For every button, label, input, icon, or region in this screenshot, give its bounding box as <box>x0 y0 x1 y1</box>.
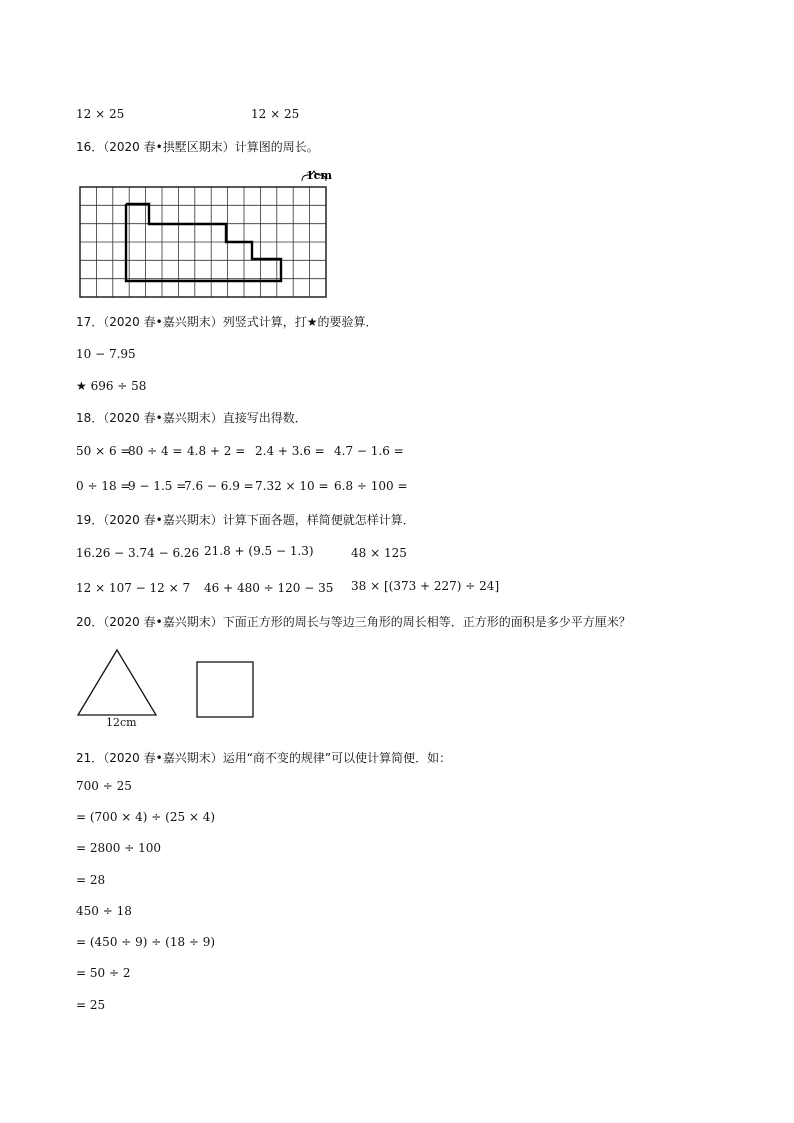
q18-row1-item: 2.4 + 3.6 = <box>255 444 325 458</box>
q18-row1-item: 4.7 − 1.6 = <box>334 444 404 458</box>
q21-line: = 50 ÷ 2 <box>76 966 131 980</box>
square <box>197 662 253 717</box>
q16-title: 16．（2020 春•拱墅区期末）计算图的周长。 <box>76 140 319 154</box>
q17-item-1: 10 − 7.95 <box>76 347 136 361</box>
q18-row2-item: 6.8 ÷ 100 = <box>334 479 408 493</box>
top-expression-left: 12 × 25 <box>76 107 125 121</box>
q18-title: 18．（2020 春•嘉兴期末）直接写出得数． <box>76 411 307 425</box>
q17-title: 17．（2020 春•嘉兴期末）列竖式计算，打★的要验算． <box>76 315 378 329</box>
q21-line: 450 ÷ 18 <box>76 904 132 918</box>
q20-figures <box>74 645 264 735</box>
q17-item-2: ★ 696 ÷ 58 <box>76 379 147 393</box>
q18-row1-item: 4.8 + 2 = <box>187 444 246 458</box>
q16-shape-outline <box>126 204 281 281</box>
q19-row1-item: 16.26 − 3.74 − 6.26 <box>76 546 200 560</box>
q19-row1-item: 48 × 125 <box>351 546 407 560</box>
q21-line: = (700 × 4) ÷ (25 × 4) <box>76 810 216 824</box>
q18-row1-item: 50 × 6 = <box>76 444 131 458</box>
q19-row2-item: 38 × [(373 + 227) ÷ 24] <box>351 579 500 593</box>
q18-row2-item: 9 − 1.5 = <box>128 479 187 493</box>
triangle-side-label: 12cm <box>106 716 137 729</box>
q21-line: = 2800 ÷ 100 <box>76 841 161 855</box>
q19-row2-item: 46 + 480 ÷ 120 − 35 <box>204 581 334 595</box>
q21-line: 700 ÷ 25 <box>76 779 132 793</box>
top-expression-right: 12 × 25 <box>251 107 300 121</box>
q20-title: 20．（2020 春•嘉兴期末）下面正方形的周长与等边三角形的周长相等．正方形的面积是多少平方厘米？ <box>76 615 631 629</box>
q18-row2-item: 7.6 − 6.9 = <box>184 479 254 493</box>
q16-grid-figure <box>78 168 330 300</box>
equilateral-triangle <box>78 650 156 715</box>
q19-row2-item: 12 × 107 − 12 × 7 <box>76 581 191 595</box>
q21-line: = (450 ÷ 9) ÷ (18 ÷ 9) <box>76 935 216 949</box>
q19-row1-item: 21.8 + (9.5 − 1.3) <box>204 544 314 558</box>
q21-line: = 28 <box>76 873 106 887</box>
q18-row1-item: 80 ÷ 4 = <box>128 444 183 458</box>
q16-scale-label: 1cm <box>306 169 332 182</box>
q21-title: 21．（2020 春•嘉兴期末）运用“商不变的规律”可以使计算简便．如： <box>76 751 452 765</box>
q18-row2-item: 0 ÷ 18 = <box>76 479 131 493</box>
q19-title: 19．（2020 春•嘉兴期末）计算下面各题，样简便就怎样计算． <box>76 513 415 527</box>
q18-row2-item: 7.32 × 10 = <box>255 479 329 493</box>
q21-line: = 25 <box>76 998 106 1012</box>
